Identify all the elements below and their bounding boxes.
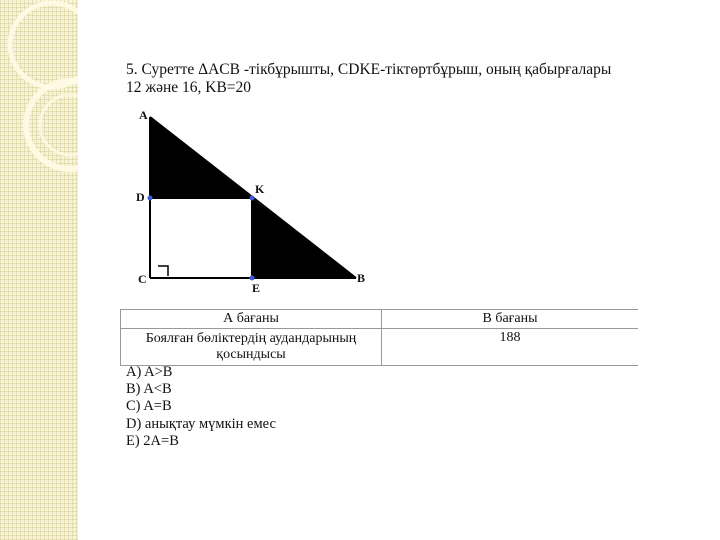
table-row [121,329,639,366]
option-e: E) 2A=B [126,433,179,449]
label-e: E [252,281,261,295]
point-k [250,196,255,201]
column-a-value: Боялған бөліктердің аудандарының қосындысы [121,329,382,366]
problem-statement-line1: 5. Суретте ΔACB -тікбұрышты, CDKE-тіктөртбұрыш, оның қабырғалары [126,61,612,78]
decorative-circles [0,0,78,540]
option-b: B) A<B [126,381,172,397]
column-b-value: 188 [382,329,639,366]
point-e [250,276,255,281]
point-d [148,196,153,201]
option-d: D) анықтау мүмкін емес [126,416,276,432]
label-d: D [136,190,145,204]
label-c: C [138,272,147,286]
label-k: K [255,182,265,196]
right-angle-marker [158,266,168,276]
column-a-header: А бағаны [121,310,382,329]
comparison-table [120,309,638,366]
decorative-side-pattern [0,0,78,540]
label-a: A [139,108,148,122]
option-a: A) A>B [126,364,173,380]
problem-statement-line2: 12 және 16, KB=20 [126,79,252,96]
table-header-row [121,310,639,329]
label-b: B [357,271,366,285]
option-c: C) A=B [126,398,172,414]
triangle-figure [120,100,380,295]
column-b-header: В бағаны [382,310,639,329]
